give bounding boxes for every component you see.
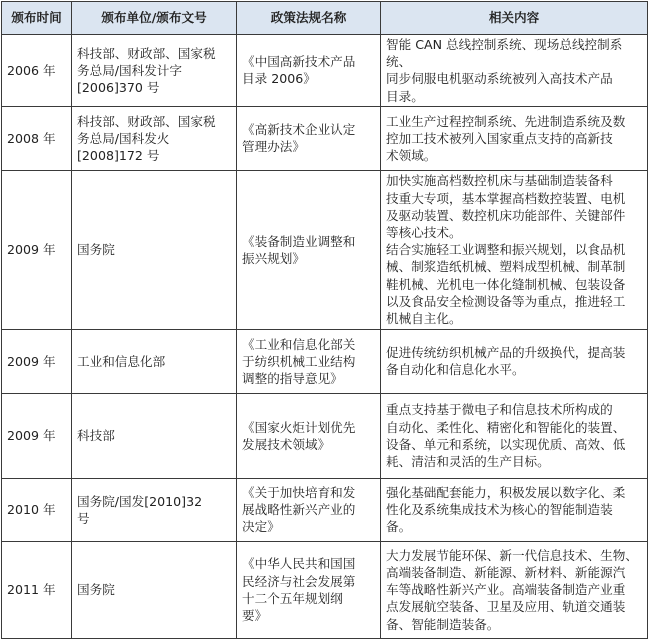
cell-policy: 《高新技术企业认定 管理办法》 — [237, 106, 381, 170]
cell-issuer: 科技部、财政部、国家税 务总局/国科发计字 [2006]370 号 — [72, 35, 237, 107]
cell-issuer: 国务院 — [72, 170, 237, 329]
header-issuer: 颁布单位/颁布文号 — [72, 2, 237, 35]
header-date: 颁布时间 — [2, 2, 72, 35]
cell-year: 2010 年 — [2, 478, 72, 541]
cell-content: 加快实施高档数控机床与基础制造装备科 技重大专项，基本掌握高档数控装置、电机 及驱动装置、数控机床功能部件、关键部件 等核心技术。 结合实施轻工业调整和振兴规划，以食品机 械、制浆造纸机械、塑料成型机械、制革制 鞋机械、光机电一体化缝制机械、包装设备 以及食品安全检测设备等为重点，推进轻工 机械自主化。 — [381, 170, 648, 329]
cell-content: 大力发展节能环保、新一代信息技术、生物、 高端装备制造、新能源、新材料、新能源汽 车等战略性新兴产业。高端装备制造产业重 点发展航空装备、卫星及应用、轨道交通装 备、智能制造装备。 — [381, 541, 648, 638]
table-row — [2, 478, 648, 541]
cell-issuer: 国务院 — [72, 541, 237, 638]
cell-year: 2006 年 — [2, 35, 72, 107]
cell-year: 2009 年 — [2, 329, 72, 393]
table-row — [2, 541, 648, 638]
table-header-row — [2, 2, 648, 35]
cell-policy: 《中国高新技术产品 目录 2006》 — [237, 35, 381, 107]
cell-issuer: 科技部 — [72, 393, 237, 478]
cell-content: 智能 CAN 总线控制系统、现场总线控制系统、 同步伺服电机驱动系统被列入高技术产品 目录。 — [381, 35, 648, 107]
cell-issuer: 国务院/国发[2010]32 号 — [72, 478, 237, 541]
table-row — [2, 35, 648, 107]
cell-year: 2008 年 — [2, 106, 72, 170]
cell-year: 2009 年 — [2, 170, 72, 329]
cell-year: 2009 年 — [2, 393, 72, 478]
cell-issuer: 工业和信息化部 — [72, 329, 237, 393]
cell-content: 工业生产过程控制系统、先进制造系统及数 控加工技术被列入国家重点支持的高新技 术领域。 — [381, 106, 648, 170]
table-row — [2, 106, 648, 170]
cell-policy: 《国家火炬计划优先 发展技术领域》 — [237, 393, 381, 478]
cell-content: 促进传统纺织机械产品的升级换代，提高装 备自动化和信息化水平。 — [381, 329, 648, 393]
header-content: 相关内容 — [381, 2, 648, 35]
policy-table — [1, 1, 648, 639]
cell-content: 强化基础配套能力，积极发展以数字化、柔 性化及系统集成技术为核心的智能制造装 备。 — [381, 478, 648, 541]
header-policy-name: 政策法规名称 — [237, 2, 381, 35]
cell-policy: 《装备制造业调整和 振兴规划》 — [237, 170, 381, 329]
cell-issuer: 科技部、财政部、国家税 务总局/国科发火 [2008]172 号 — [72, 106, 237, 170]
cell-policy: 《关于加快培育和发 展战略性新兴产业的 决定》 — [237, 478, 381, 541]
cell-policy: 《工业和信息化部关 于纺织机械工业结构 调整的指导意见》 — [237, 329, 381, 393]
table-row — [2, 329, 648, 393]
table-row — [2, 170, 648, 329]
table-row — [2, 393, 648, 478]
cell-policy: 《中华人民共和国国 民经济与社会发展第 十二个五年规划纲 要》 — [237, 541, 381, 638]
cell-year: 2011 年 — [2, 541, 72, 638]
cell-content: 重点支持基于微电子和信息技术所构成的 自动化、柔性化、精密化和智能化的装置、 设备、单元和系统，以实现优质、高效、低 耗、清洁和灵活的生产目标。 — [381, 393, 648, 478]
